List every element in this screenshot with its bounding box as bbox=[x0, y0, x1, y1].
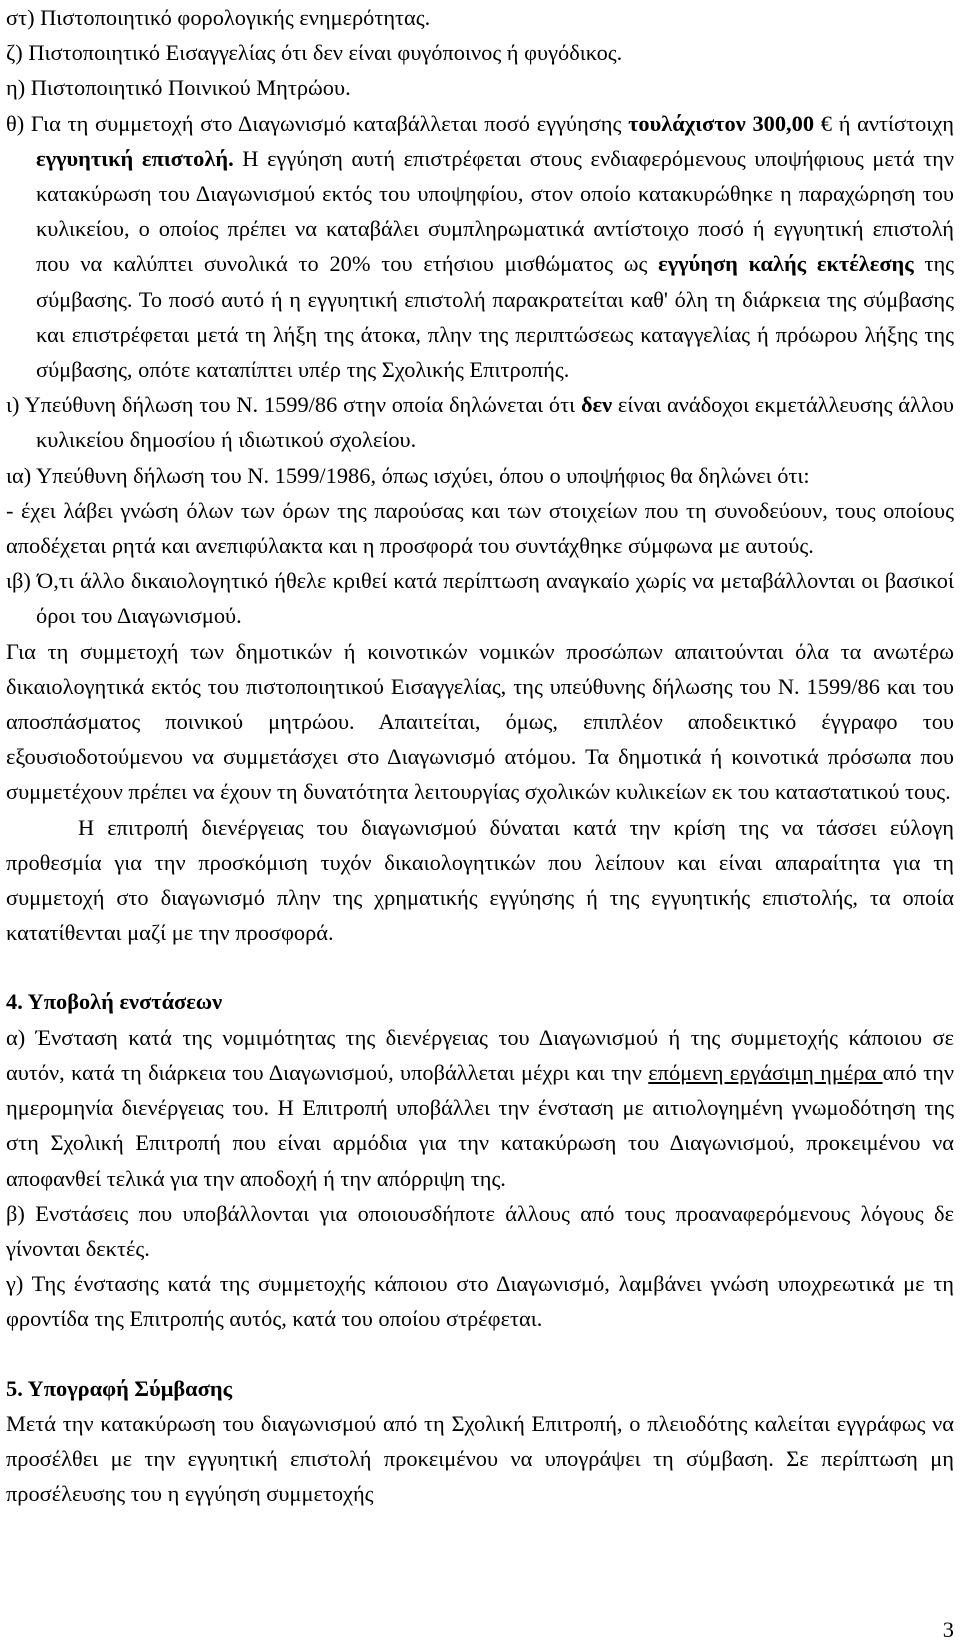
requirement-item-st: στ) Πιστοποιητικό φορολογικής ενημερότητας. bbox=[6, 5, 431, 30]
section-4-item-b: β) Ενστάσεις που υποβάλλονται για οποιουσδήποτε άλλους από τους προαναφερόμενους λόγους δε γίνονται δεκτές. bbox=[6, 1200, 954, 1261]
objection-text-2: από την ημερομηνία διενέργειας του. Η Επιτροπή υποβάλλει την ένσταση με αιτιολογημένη γνωμοδότηση της στη Σχολική Επιτροπή που είναι αρμόδια για την κατακύρωση του Διαγωνισμού, προκειμένου να αποφανθεί τελικά για την αποδοχή ή την απόρριψη της. bbox=[6, 1059, 954, 1191]
declaration-text-2: είναι ανάδοχοι εκμετάλλευσης άλλου κυλικείου δημοσίου ή ιδιωτικού σχολείου. bbox=[36, 392, 954, 453]
guarantee-amount: τουλάχιστον 300,00 bbox=[628, 110, 815, 136]
requirement-dash-item: - έχει λάβει γνώση όλων των όρων της παρούσας και των στοιχείων που τη συνοδεύουν, τους οποίους αποδέχεται ρητά και ανεπιφύλακτα και η προσφορά του συντάχθηκε σύμφωνα με αυτούς. bbox=[6, 497, 954, 559]
committee-paragraph: Η επιτροπή διενέργειας του διαγωνισμού δύναται κατά την κρίση της να τάσσει εύλογη προθεσμία για την προσκόμιση τυχόν δικαιολογητικών που λείπουν και είναι απαραίτητα για τη συμμετοχή στο διαγωνισμό πλην της χρηματικής εγγύησης ή της εγγυητικής επιστολής, τα οποία κατατίθενται μαζί με την προσφορά. bbox=[6, 814, 954, 946]
legal-entities-paragraph: Για τη συμμετοχή των δημοτικών ή κοινοτικών νομικών προσώπων απαιτούνται όλα τα ανωτέρω δικαιολογητικά εκτός του πιστοποιητικού Εισαγγελίας, της υπεύθυνης δήλωσης του Ν. 1599/86 και του αποσπάσματος ποινικού μητρώου. Απαιτείται, όμως, επιπλέον αποδεικτικό έγγραφο του εξουσιοδοτούμενου να συμμετάσχει στο Διαγωνισμό ατόμου. Τα δημοτικά ή κοινοτικά πρόσωπα που συμμετέχουν πρέπει να έχουν τη δυνατότητα λειτουργίας σχολικών κυλικείων εκ του καταστατικού τους. bbox=[6, 638, 954, 805]
objection-text: α) Ένσταση κατά της νομιμότητας της διενέργειας του Διαγωνισμού ή της συμμετοχής κάποιου σε αυτόν, κατά τη διάρκεια του Διαγωνισμού, υποβάλλεται μέχρι και την bbox=[6, 1024, 954, 1085]
declaration-negation: δεν bbox=[580, 392, 613, 418]
section-5-title: 5. Υπογραφή Σύμβασης bbox=[6, 1375, 233, 1401]
page-number: 3 bbox=[942, 1617, 954, 1642]
requirement-item-th bbox=[6, 106, 954, 388]
section-4-item-a bbox=[6, 1020, 954, 1196]
declaration-text: ι) Υπεύθυνη δήλωση του Ν. 1599/86 στην οποία δηλώνεται ότι bbox=[6, 392, 581, 418]
section-5-text: Μετά την κατακύρωση του διαγωνισμού από τη Σχολική Επιτροπή, ο πλειοδότης καλείται εγγράφως να προσέλθει με την εγγυητική επιστολή προκειμένου να υπογράψει τη σύμβαση. Σε περίπτωση μη προσέλευσης του η εγγύηση συμμετοχής bbox=[6, 1410, 954, 1507]
requirement-item-i: η) Πιστοποιητικό Ποινικού Μητρώου. bbox=[6, 75, 351, 101]
guarantee-text-2: € ή αντίστοιχη bbox=[814, 110, 954, 136]
requirement-item-ia: ια) Υπεύθυνη δήλωση του Ν. 1599/1986, όπως ισχύει, όπου ο υποψήφιος θα δηλώνει ότι: bbox=[6, 462, 810, 488]
requirement-item-z: ζ) Πιστοποιητικό Εισαγγελίας ότι δεν είναι φυγόποινος ή φυγόδικος. bbox=[6, 40, 623, 66]
section-4-item-g: γ) Της ένστασης κατά της συμμετοχής κάποιου στο Διαγωνισμό, λαμβάνει γνώση υποχρεωτικά με τη φροντίδα της Επιτροπής αυτός, κατά του οποίου στρέφεται. bbox=[6, 1271, 954, 1332]
requirement-item-ib: ιβ) Ό,τι άλλο δικαιολογητικό ήθελε κριθεί κατά περίπτωση αναγκαίο χωρίς να μεταβάλλονται οι βασικοί όροι του Διαγωνισμού. bbox=[6, 568, 954, 629]
guarantee-text: θ) Για τη συμμετοχή στο Διαγωνισμό καταβάλλεται ποσό εγγύησης bbox=[6, 110, 629, 136]
next-working-day: επόμενη εργάσιμη ημέρα bbox=[648, 1059, 883, 1085]
section-4-title: 4. Υποβολή ενστάσεων bbox=[6, 989, 223, 1015]
document-body bbox=[6, 0, 954, 1511]
section-spacer bbox=[6, 950, 954, 984]
guarantee-letter: εγγυητική επιστολή. bbox=[36, 145, 234, 171]
guarantee-retention-text: της σύμβασης. Το ποσό αυτό ή η εγγυητική επιστολή παρακρατείται καθ' όλη τη διάρκεια της σύμβασης και επιστρέφεται μετά τη λήξη της άτοκα, πλην της περιπτώσεως καταγγελίας ή πρόωρου λήξης της σύμβασης, οπότε καταπίπτει υπέρ της Σχολικής Επιτροπής. bbox=[36, 251, 955, 383]
performance-guarantee: εγγύηση καλής εκτέλεσης bbox=[658, 251, 914, 277]
section-spacer-2 bbox=[6, 1337, 954, 1371]
guarantee-return-text: Η εγγύηση αυτή επιστρέφεται στους ενδιαφερόμενους υποψήφιους μετά την κατακύρωση του Διαγωνισμού εκτός του υποψηφίου, στον οποίο κατακυρώθηκε η παραχώρηση του κυλικείου, ο οποίος πρέπει να καταβάλει συμπληρωματικά αντίστοιχο ποσό ή εγγυητική επιστολή που να καλύπτει συνολικά το 20% του ετήσιου μισθώματος ως bbox=[36, 145, 954, 277]
requirement-item-iota bbox=[6, 387, 954, 457]
